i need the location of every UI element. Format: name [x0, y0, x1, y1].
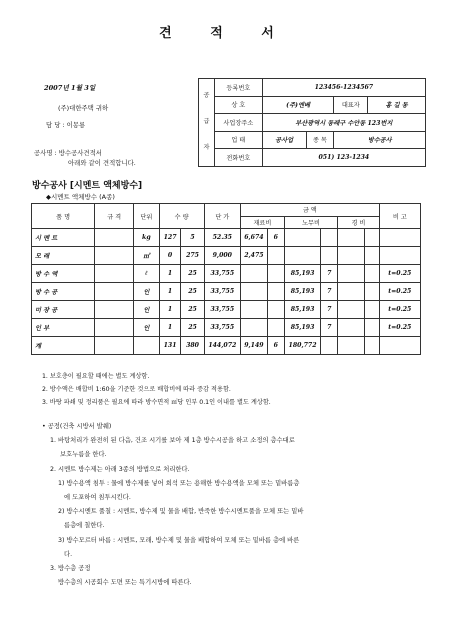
table-cell	[379, 337, 420, 355]
col-labor: 노무비	[284, 216, 337, 229]
table-row	[32, 229, 421, 247]
table-cell: t=0.25	[379, 301, 420, 319]
item-label: 종 목	[306, 131, 334, 149]
table-cell: 인 부	[32, 319, 95, 337]
table-cell	[95, 337, 134, 355]
rep-value: 홍 길 동	[368, 96, 426, 114]
table-cell: 1	[159, 319, 181, 337]
supplier-table	[198, 78, 426, 167]
table-cell	[241, 319, 268, 337]
estimate-table	[31, 203, 421, 355]
table-row	[32, 301, 421, 319]
table-cell: 7	[321, 301, 338, 319]
recipient: (주)대한주택 귀하	[58, 104, 109, 112]
process-line: 2) 방수시멘트 풀칠 : 시멘트, 방수제 및 물을 배합, 반죽한 방수시멘트풀을 모체 또는 밑바	[58, 508, 304, 516]
table-cell: 1	[159, 283, 181, 301]
table-cell: 7	[321, 265, 338, 283]
table-cell: 인	[134, 283, 160, 301]
name-label: 상 호	[214, 96, 262, 114]
table-cell: 9,000	[204, 247, 240, 265]
table-cell	[365, 247, 380, 265]
table-cell	[321, 229, 338, 247]
table-cell	[95, 229, 134, 247]
table-cell: 85,193	[284, 319, 320, 337]
table-cell: 144,072	[204, 337, 240, 355]
process-line: 름층에 칠한다.	[64, 522, 105, 530]
tel-value: 051) 123-1234	[262, 149, 425, 167]
table-cell	[284, 229, 320, 247]
table-cell: 25	[181, 283, 204, 301]
table-cell: 5	[181, 229, 204, 247]
rep-label: 대표자	[334, 96, 368, 114]
process-section	[42, 420, 303, 590]
col-qty: 수 량	[159, 204, 204, 229]
table-cell	[267, 319, 284, 337]
table-cell: 6	[267, 337, 284, 355]
table-cell	[338, 301, 365, 319]
table-cell: 시 멘 트	[32, 229, 95, 247]
table-cell	[241, 301, 268, 319]
table-cell	[379, 247, 420, 265]
table-cell: 33,755	[204, 283, 240, 301]
table-cell: 180,772	[284, 337, 320, 355]
table-cell	[365, 229, 380, 247]
table-cell	[365, 265, 380, 283]
table-cell: 인	[134, 319, 160, 337]
document-title: 견 적 서	[159, 26, 291, 41]
estimate-date: 2007년 1월 3일	[44, 84, 96, 92]
table-row	[32, 283, 421, 301]
note-item: 1. 보호층이 필요할 때에는 별도 계상함.	[42, 373, 150, 380]
process-line: 에 도포하여 침투시킨다.	[64, 494, 131, 502]
table-cell	[267, 301, 284, 319]
reg-value: 123456-1234567	[262, 79, 425, 97]
table-cell: 모 래	[32, 247, 95, 265]
subsection-title: ◆시멘트 액체방수 (A종)	[46, 193, 115, 201]
table-cell	[338, 319, 365, 337]
biz-value: 공사업	[262, 131, 306, 149]
table-cell: t=0.25	[379, 265, 420, 283]
table-cell: 6	[267, 229, 284, 247]
table-cell: 85,193	[284, 265, 320, 283]
table-cell	[338, 229, 365, 247]
table-cell	[95, 247, 134, 265]
table-cell: 25	[181, 265, 204, 283]
table-cell	[365, 319, 380, 337]
process-line: 방수층의 시공회수 도면 또는 특기시방에 따른다.	[58, 579, 192, 587]
col-amount: 금 액	[241, 204, 380, 217]
table-cell	[134, 337, 160, 355]
table-cell	[338, 283, 365, 301]
table-cell	[365, 337, 380, 355]
col-price: 단 가	[204, 204, 240, 229]
table-cell: 131	[159, 337, 181, 355]
table-cell: 0	[159, 247, 181, 265]
table-cell: 127	[159, 229, 181, 247]
notes	[42, 370, 271, 409]
table-cell: 2,475	[241, 247, 268, 265]
process-head: • 공정(건축 시방서 발췌)	[42, 423, 112, 430]
table-cell: 계	[32, 337, 95, 355]
process-line: 보호누름을 한다.	[60, 451, 107, 459]
table-cell	[95, 283, 134, 301]
table-cell	[379, 229, 420, 247]
table-row	[32, 319, 421, 337]
name-value: (주)엔베	[262, 96, 334, 114]
table-cell: 33,755	[204, 319, 240, 337]
item-value: 방수공사	[334, 131, 426, 149]
note-item: 2. 방수액은 배합비 1:60을 기준한 것으로 배합비에 따라 증감 적용함.	[42, 386, 231, 393]
col-unit: 단위	[134, 204, 160, 229]
addr-value: 부산광역시 동래구 수안동 123번지	[262, 114, 425, 132]
table-cell: 9,149	[241, 337, 268, 355]
col-spec: 규 격	[95, 204, 134, 229]
table-cell: 1	[159, 301, 181, 319]
table-cell	[95, 319, 134, 337]
table-cell: 275	[181, 247, 204, 265]
table-cell: 33,755	[204, 265, 240, 283]
process-line: 3) 방수모르터 바름 : 시멘트, 모래, 방수제 및 물을 배합하여 모체 또는 밑바름 층에 바른	[58, 536, 300, 544]
table-cell: 25	[181, 319, 204, 337]
table-row	[32, 265, 421, 283]
process-line: 1) 방수용액 침투 : 물에 방수제를 넣어 희석 또는 용해한 방수용액을 모체 또는 밑바름층	[58, 479, 300, 487]
table-cell: 방 수 액	[32, 265, 95, 283]
table-cell: 85,193	[284, 283, 320, 301]
table-cell	[365, 283, 380, 301]
table-cell	[267, 247, 284, 265]
table-cell: 미 장 공	[32, 301, 95, 319]
reg-label: 등록번호	[214, 79, 262, 97]
table-cell: 1	[159, 265, 181, 283]
addr-label: 사업장주소	[214, 114, 262, 132]
table-cell	[321, 247, 338, 265]
table-cell	[267, 283, 284, 301]
table-cell: 25	[181, 301, 204, 319]
supplier-side-label: 공 급 자	[199, 79, 215, 167]
table-cell: 380	[181, 337, 204, 355]
table-cell	[338, 265, 365, 283]
col-name: 품 명	[32, 204, 95, 229]
table-cell: kg	[134, 229, 160, 247]
table-cell: ㎥	[134, 247, 160, 265]
table-cell: 방 수 공	[32, 283, 95, 301]
tel-label: 전화번호	[214, 149, 262, 167]
process-line: 3. 방수층 공정	[50, 565, 91, 573]
biz-label: 업 태	[214, 131, 262, 149]
table-cell: 인	[134, 301, 160, 319]
table-cell: ℓ	[134, 265, 160, 283]
process-line: 1. 바탕처리가 완전히 된 다음, 건조 시기를 보아 제 1층 방수시공을 하고 소정의 층수대로	[50, 437, 295, 445]
table-cell	[241, 265, 268, 283]
table-cell	[95, 265, 134, 283]
table-cell: t=0.25	[379, 283, 420, 301]
col-material: 재료비	[241, 216, 285, 229]
table-cell	[241, 283, 268, 301]
table-cell: 6,674	[241, 229, 268, 247]
section-title: 방수공사 [시멘트 액체방수]	[32, 181, 143, 191]
col-expense: 경 비	[338, 216, 379, 229]
process-line: 다.	[64, 550, 73, 558]
intro-text: 아래와 같이 견적합니다.	[68, 159, 136, 167]
note-item: 3. 바탕 파쇄 및 정리품은 필요에 따라 방수면적 ㎡당 인부 0.1인 이내를 별도 계상함.	[42, 399, 271, 406]
project-name: 공사명 : 방수공사견적서	[34, 149, 102, 157]
table-cell: 7	[321, 319, 338, 337]
table-cell	[95, 301, 134, 319]
table-cell: 33,755	[204, 301, 240, 319]
table-cell	[338, 337, 365, 355]
table-cell	[284, 247, 320, 265]
table-cell: 85,193	[284, 301, 320, 319]
table-row	[32, 337, 421, 355]
table-cell	[365, 301, 380, 319]
col-remark: 비 고	[379, 204, 420, 229]
table-cell: 7	[321, 283, 338, 301]
table-cell	[338, 247, 365, 265]
process-line: 2. 시멘트 방수제는 아래 3종의 방법으로 처리한다.	[50, 465, 190, 473]
table-row	[32, 247, 421, 265]
table-cell	[321, 337, 338, 355]
contact-person: 담 당 : 이몽룡	[46, 121, 86, 129]
table-cell: t=0.25	[379, 319, 420, 337]
table-cell: 52.35	[204, 229, 240, 247]
table-cell	[267, 265, 284, 283]
